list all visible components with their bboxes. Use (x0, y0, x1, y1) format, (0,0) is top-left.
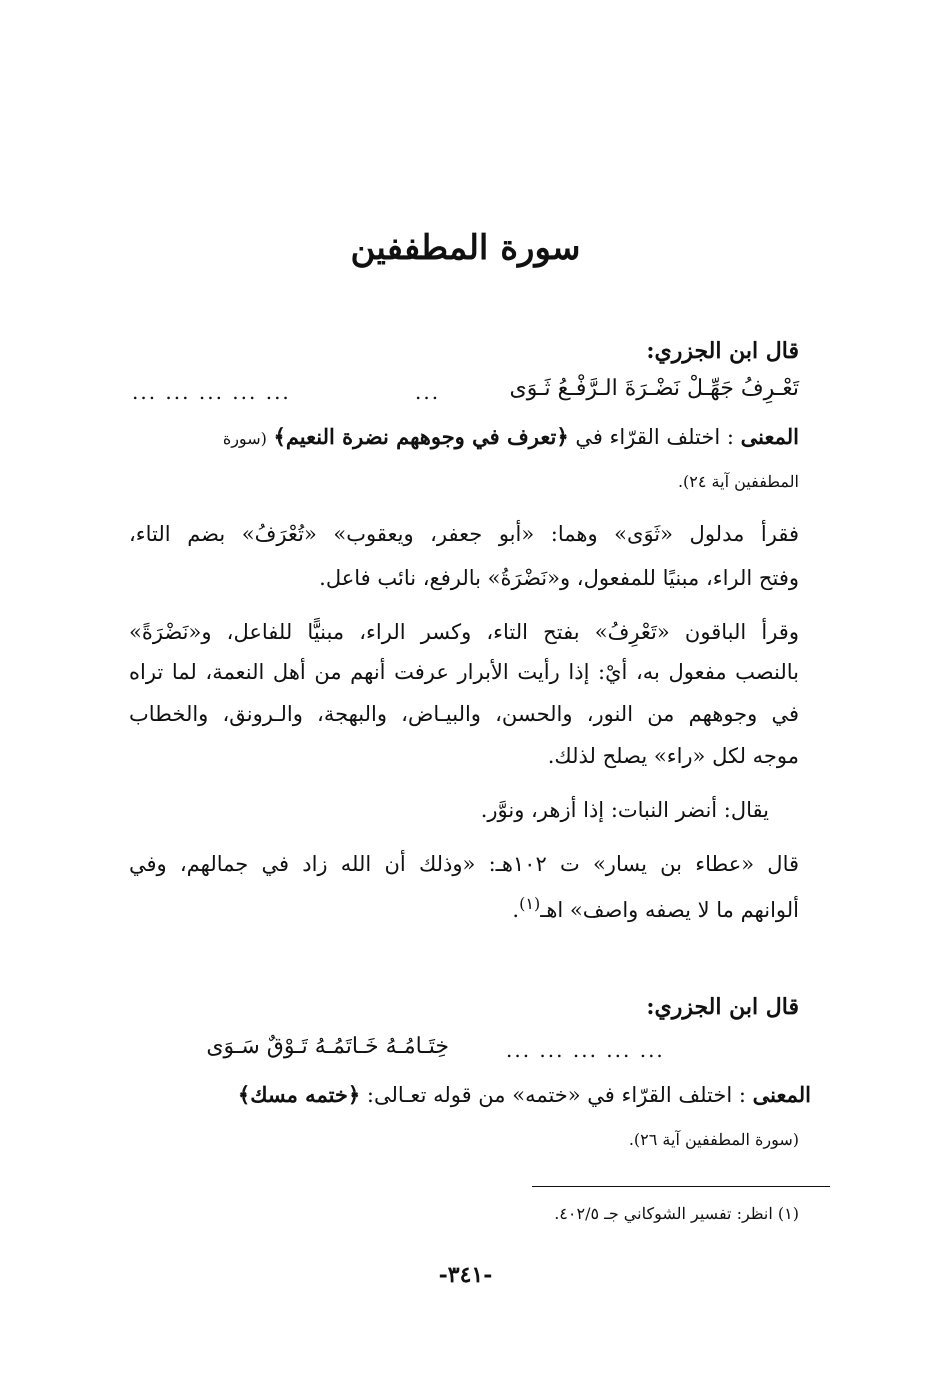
meaning-text: : اختلف القرّاء في «ختمه» من قوله تعـالى: (366, 1083, 746, 1107)
paragraph-line: وقرأ الباقون «تَعْرِفُ» بفتح التاء، وكسر الراء، مبنيًّا للفاعل، و«نَضْرَةً» (129, 620, 799, 644)
paragraph-line (512, 894, 799, 922)
paragraph-line: فقرأ مدلول «ثَوَى» وهما: «أبو جعفر، ويعقوب» «تُعْرَفُ» بضم التاء، (129, 522, 799, 546)
page-number: -٣٤١- (438, 1262, 493, 1288)
verse-dots: ... ... ... ... ... (132, 380, 291, 404)
footnote: (١) انظر: تفسير الشوكاني جـ ٤٠٢/٥. (554, 1204, 799, 1223)
section-heading: قال ابن الجزري: (646, 994, 799, 1020)
paragraph-line: في وجوههم من النور، والحسن، والبيـاض، والبهجة، والـرونق، والخطاب (129, 702, 799, 726)
surah-reference: المطففين آية ٢٤). (677, 472, 799, 491)
quote-text: ألوانهم ما لا يصفه واصف» اهـ (540, 898, 799, 922)
verse-text: خِتَـامُـهُ خَـاتَمُـهُ تَـوْقٌ سَـوَى (206, 1034, 449, 1059)
paragraph-line: موجه لكل «راء» يصلح لذلك. (547, 744, 799, 768)
quran-quote: ﴿تعرف في وجوههم نضرة النعيم﴾ (273, 424, 569, 449)
verse-dots: ... ... ... ... ... (506, 1038, 665, 1062)
section-heading: قال ابن الجزري: (646, 338, 799, 364)
meaning-line (223, 424, 799, 449)
paragraph-line: وفتح الراء، مبنيًا للمفعول، و«نَضْرَةُ» بالرفع، نائب فاعل. (319, 566, 799, 590)
page-title: سورة المطففين (350, 228, 581, 268)
surah-reference: (سورة (222, 429, 267, 448)
meaning-text: : اختلف القرّاء في (575, 425, 734, 449)
meaning-label: المعنى (752, 1082, 811, 1107)
quran-quote: ﴿ختمه مسك﴾ (237, 1082, 361, 1107)
footnote-divider (532, 1186, 830, 1187)
paragraph-line: قال «عطاء بن يسار» ت ١٠٢هـ: «وذلك أن الله زاد في جمالهم، وفي (129, 852, 799, 876)
verse-text: تَعْـرِفُ جَهِّـلْ نَضْـرَةَ الـرَّفْـعُ ثَـوَى (509, 376, 799, 401)
meaning-line (238, 1082, 811, 1107)
quote-end: . (512, 898, 520, 922)
paragraph-line: يقال: أنضر النبات: إذا أزهر، ونوَّر. (480, 798, 769, 822)
surah-reference: (سورة المطففين آية ٢٦). (628, 1130, 799, 1149)
paragraph-line: بالنصب مفعول به، أيْ: إذا رأيت الأبرار عرفت أنهم من أهل النعمة، لما تراه (129, 660, 799, 684)
footnote-ref: (١) (519, 894, 541, 913)
verse-dots: ... (415, 380, 441, 404)
meaning-label: المعنى (740, 424, 799, 449)
